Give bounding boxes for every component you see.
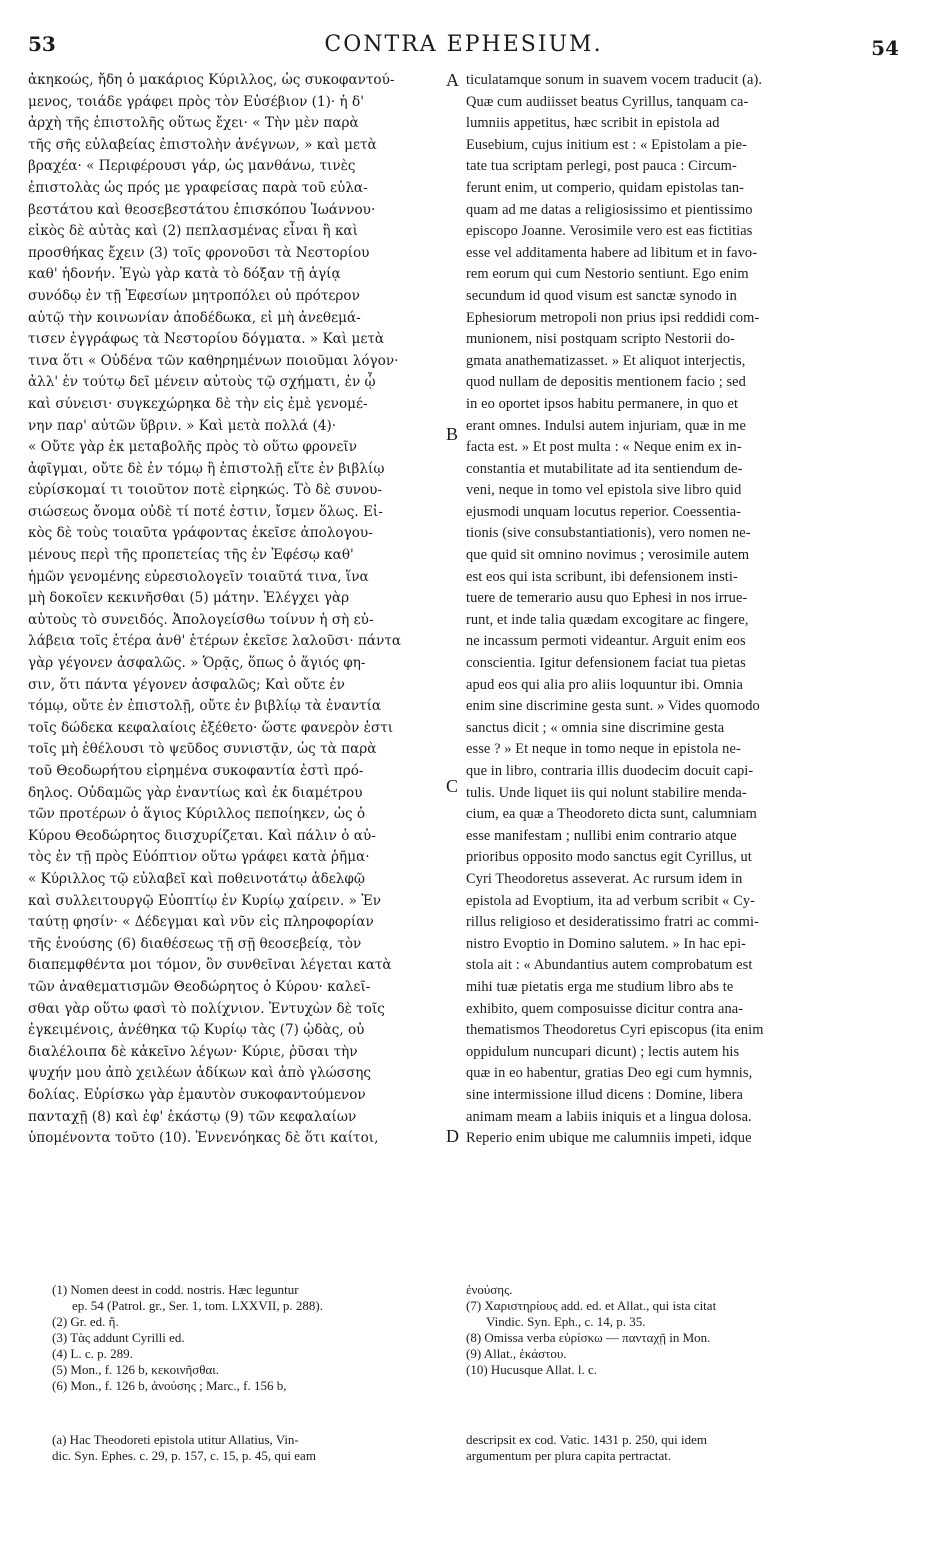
latin-text-line: erant omnes. Indulsi autem injuriam, quæ in me (466, 417, 746, 434)
latin-text-line: lumniis appetitus, hæc scribit in epistola ad (466, 115, 720, 132)
bottom-note-line: dic. Syn. Ephes. c. 29, p. 157, c. 15, p. 45, qui eam (52, 1448, 316, 1463)
latin-text-line: Quæ cum audiisset beatus Cyrillus, tanquam ca- (466, 93, 749, 110)
greek-text-line: συνόδῳ ἐν τῇ Ἐφεσίων μητροπόλει οὐ πρότερον (28, 287, 360, 304)
running-title: CONTRA EPHESIUM. (324, 32, 603, 57)
bottom-note-left (52, 1432, 442, 1464)
greek-text-line: ἐγκειμένοις, ἀνέθηκα τῷ Κυρίῳ τὰς (7) ᾠδὰς, οὐ (28, 1022, 365, 1039)
latin-text-line: prioribus opposito modo sanctus egit Cyrillus, ut (466, 849, 752, 866)
latin-text-column (466, 70, 896, 1150)
footnote-line: (3) Τὰς addunt Cyrilli ed. (52, 1330, 185, 1345)
greek-text-line: « Κύριλλος τῷ εὐλαβεῖ καὶ ποθεινοτάτῳ ἀδελφῷ (28, 870, 366, 887)
greek-text-line: δολίας. Εὑρίσκω γὰρ ἐμαυτὸν συκοφαντούμενον (28, 1086, 366, 1103)
footnotes-right (466, 1282, 896, 1378)
margin-marker-b: B (446, 424, 459, 444)
footnote-line: (4) L. c. p. 289. (52, 1346, 133, 1361)
greek-text-line: εὑρίσκομαί τι τοιοῦτον ποτὲ εἰρηκώς. Τὸ δὲ συνου- (28, 482, 383, 499)
footnote-line: (2) Gr. ed. ἤ. (52, 1314, 119, 1329)
latin-text-line: ne incassum permoti videantur. Arguit enim eos (466, 633, 746, 650)
latin-text-line: runt, et inde talia quædam excogitare ac fingere, (466, 611, 749, 628)
right-page-number: 54 (871, 36, 899, 60)
greek-text-line: ἀλλ' ἐν τούτῳ δεῖ μένειν αὐτοὺς τῷ σχήματι, ἐν ᾧ (28, 374, 376, 391)
margin-marker-c: C (446, 776, 459, 796)
latin-text-line: est eos qui ista scribunt, ibi defensionem insti- (466, 568, 738, 585)
latin-text-line: ferunt enim, ut comperio, quidam epistolas tan- (466, 179, 745, 196)
latin-text-line: esse manifestam ; nullibi enim contrario atque (466, 827, 737, 844)
greek-text-line: προσθήκας ἔχειν (3) τοῖς φρονοῦσι τὰ Νεστορίου (28, 244, 370, 261)
latin-text-line: exhibito, quem composuisse dicitur contra ana- (466, 1000, 744, 1017)
greek-text-line: καθ' ἡδονήν. Ἐγὼ γὰρ κατὰ τὸ δόξαν τῇ ἁγίᾳ (28, 266, 341, 283)
footnote-line: ep. 54 (Patrol. gr., Ser. 1, tom. LXXVII, p. 288). (72, 1298, 323, 1313)
greek-text-line: τοῖς μὴ ἐθέλουσι τὸ ψεῦδος συνιστᾷν, ὡς τὰ παρὰ (28, 741, 377, 758)
greek-text-line: λάβεια τοῖς ἐτέρα ἀνθ' ἑτέρων ἐκεῖσε λαλοῦσι· πάντα (28, 633, 402, 650)
greek-text-line: μένους περὶ τῆς προπετείας τῆς ἐν Ἐφέσῳ καθ' (28, 547, 354, 564)
latin-text-line: gmata anathematizasset. » Et aliquot interjectis, (466, 352, 746, 369)
page-header (28, 28, 899, 62)
footnote-line: Vindic. Syn. Eph., c. 14, p. 35. (486, 1314, 646, 1329)
greek-text-line: γὰρ γέγονεν ἀσφαλῶς. » Ὁρᾷς, ὅπως ὁ ἅγιός φη- (28, 655, 366, 672)
greek-text-line: τοῖς δώδεκα κεφαλαίοις ἐξέθετο· ὥστε φανερὸν ἐστι (28, 719, 394, 736)
greek-text-line: τῶν προτέρων ὁ ἅγιος Κύριλλος πεποίηκεν, ὡς ὁ (28, 806, 366, 823)
latin-text-line: sanctus dicit ; « omnia sine discrimine gesta (466, 719, 725, 736)
latin-text-line: facta est. » Et post multa : « Neque enim ex in- (466, 439, 742, 456)
latin-text-line: oppidulum nuncupari dicunt) ; lectis autem his (466, 1043, 740, 1060)
latin-text-line: Reperio enim ubique me calumniis impeti, idque (466, 1130, 752, 1147)
greek-text-line: σιν, ὅτι πάντα γέγονεν ἀσφαλῶς; Καὶ οὔτε ἐν (28, 676, 345, 693)
greek-text-line: τισεν ἐγγράφως τὰ Νεστορίου δόγματα. » Καὶ μετὰ (28, 331, 385, 348)
latin-text-line: rem eorum qui cum Nestorio sentiunt. Ego enim (466, 266, 749, 283)
greek-text-line: Κύρου Θεοδώρητος διισχυρίζεται. Καὶ πάλιν ὁ αὐ- (28, 827, 376, 844)
greek-text-line: τόμῳ, οὔτε ἐν ἐπιστολῇ, οὔτε ἐν βιβλίῳ τὰ ἐναντία (28, 698, 382, 715)
greek-text-line: τῆς ἑνούσης (6) διαθέσεως τῇ σῇ θεοσεβείᾳ, τὸν (28, 935, 362, 952)
latin-text-line: que in libro, contraria illis duodecim docuit capi- (466, 763, 754, 779)
greek-text-line: αὐτῷ τὴν κοινωνίαν ἀποδέδωκα, εἰ μὴ ἀνεθεμά- (28, 309, 361, 326)
latin-text-line: tionis (sive consubstantiationis), vero nomen ne- (466, 525, 751, 542)
greek-text-line: καὶ συλλειτουργῷ Εὐοπτίῳ ἐν Κυρίῳ χαίρειν. » Ἐν (28, 892, 382, 909)
greek-text-line: ψυχήν μου ἀπὸ χειλέων ἀδίκων καὶ ἀπὸ γλώσσης (28, 1065, 371, 1082)
latin-text-line: sine intermissione illud dicens : Domine, libera (466, 1086, 743, 1103)
footnote-line: (8) Omissa verba εὑρίσκω — πανταχῇ in Mon. (466, 1330, 711, 1345)
latin-text-line: cium, ea quæ a Theodoreto dicta sunt, calumniam (466, 806, 757, 823)
footnote-line: (10) Hucusque Allat. l. c. (466, 1362, 598, 1377)
latin-text-line: esse ? » Et neque in tomo neque in epistola ne- (466, 741, 741, 758)
greek-text-line: τοῦ Θεοδωρήτου εἰρημένα συκοφαντία ἐστὶ πρό- (28, 763, 364, 779)
greek-text-line: τῶν ἀναθεματισμῶν Θεοδώρητος ὁ Κύρου· καλεῖ- (28, 978, 371, 995)
footnotes-left (52, 1282, 442, 1394)
greek-text-line: τὸς ἐν τῇ πρὸς Εὐόπτιον οὕτω γράφει κατὰ ῥῆμα· (28, 849, 370, 866)
bottom-note-line: (a) Hac Theodoreti epistola utitur Allatius, Vin- (52, 1432, 299, 1447)
latin-text-line: quod nullam de depositis mentionem facio ; sed (466, 374, 746, 391)
greek-text-line: ἀκηκοώς, ἤδη ὁ μακάριος Κύριλλος, ὡς συκοφαντού- (28, 72, 395, 88)
greek-text-line: σθαι γὰρ οὕτω φασὶ τὸ πολίχνιον. Ἐντυχὼν δὲ τοῖς (28, 1000, 385, 1017)
greek-text-line: « Οὔτε γὰρ ἐκ μεταβολῆς πρὸς τὸ οὕτω φρονεῖν (28, 439, 358, 456)
latin-text-line: ticulatamque sonum in suavem vocem traducit (a). (466, 72, 763, 88)
greek-text-line: διαπεμφθέντα μοι τόμον, ὃν συνθεῖναι λέγεται κατὰ (28, 957, 392, 974)
greek-text-line: σιώσεως ὄνομα οὐδὲ τί ποτέ ἐστιν, ἴσμεν ὅλως. Εἰ- (28, 503, 383, 520)
greek-text-line: ἀφῖγμαι, οὔτε δὲ ἐν τόμῳ ἢ ἐπιστολῇ εἴτε ἐν βιβλίῳ (28, 460, 385, 477)
latin-text-line: enim sine discrimine gesta sunt. » Vides quomodo (466, 698, 760, 715)
latin-text-line: conscientia. Igitur defensionem faciat tua pietas (466, 655, 746, 672)
latin-text-line: tulis. Unde liquet iis qui nolunt stabilire menda- (466, 784, 747, 801)
greek-text-line: ταύτῃ φησίν· « Δέδεγμαι καὶ νῦν εἰς πληροφορίαν (28, 914, 374, 931)
latin-text-line: Cyri Theodoretus asseverat. Ac rursum idem in (466, 870, 743, 887)
latin-text-line: esse vel additamenta habere ad libitum et in favo- (466, 244, 758, 261)
latin-text-line: munionem, nisi postquam scripto Nestorii do- (466, 331, 736, 348)
greek-text-line: ὑπομένοντα τοῦτο (10). Ἐννενόηκας δὲ ὅτι καίτοι, (28, 1130, 379, 1147)
greek-text-line: δηλος. Οὐδαμῶς γὰρ ἐναντίως καὶ ἐκ διαμέτρου (28, 784, 363, 801)
greek-text-line: ἐπιστολὰς ὡς πρός με γραφείσας παρὰ τοῦ εὐλα- (28, 179, 368, 196)
bottom-note-line: argumentum per plura capita pertractat. (466, 1448, 672, 1463)
greek-text-line: αὐτοὺς τὸ συνειδός. Ἀπολογείσθω τοίνυν ἡ σὴ εὐ- (28, 611, 374, 628)
greek-text-line: τινα ὅτι « Οὐδένα τῶν καθηρημένων ποιοῦμαι λόγον· (28, 352, 399, 369)
greek-text-line: νην παρ' αὐτῶν ὕβριν. » Καὶ μετὰ πολλά (4)· (28, 417, 337, 434)
latin-text-line: animam meam a labiis iniquis et a lingua dolosa. (466, 1108, 752, 1125)
greek-text-line: βραχέα· « Περιφέρουσι γάρ, ὡς μανθάνω, τινὲς (28, 158, 356, 175)
footnote-line: (5) Mon., f. 126 b, κεκοινῆσθαι. (52, 1362, 220, 1377)
latin-text-line: que quid sit omnino novimus ; verosimile autem (466, 547, 750, 564)
greek-text-line: διαλέλοιπα δὲ κἀκεῖνο λέγων· Κύριε, ῥῦσαι τὴν (28, 1043, 358, 1060)
latin-text-line: Ephesiorum metropoli non prius ipsi reddidi com- (466, 309, 760, 326)
latin-text-line: ejusmodi unquam locutus reperior. Coessentia- (466, 503, 742, 520)
footnote-line: (9) Allat., ἑκάστου. (466, 1346, 567, 1361)
latin-text-line: stola ait : « Abundantius autem comprobatum est (466, 957, 753, 974)
greek-text-line: βεστάτου καὶ θεοσεβεστάτου ἐπισκόπου Ἰωάννου· (28, 201, 376, 218)
latin-text-line: secundum id quod visum est sanctæ synodo in (466, 287, 737, 304)
latin-text-line: veni, neque in tomo vel epistola sive libro quid (466, 482, 742, 499)
greek-text-line: εἰκὸς δὲ αὐτὰς καὶ (2) πεπλασμένας εἶναι ἢ καὶ (28, 223, 358, 240)
footnote-line: (1) Nomen deest in codd. nostris. Hæc leguntur (52, 1282, 299, 1297)
latin-text-line: apud eos qui alia pro aliis loquuntur ibi. Omnia (466, 676, 743, 693)
latin-text-line: nistro Evoptio in Domino salutem. » In hac epi- (466, 935, 747, 952)
latin-text-line: in eo oportet ipsos habitu permanere, in quo et (466, 395, 739, 412)
latin-text-line: quam ad me datas a religiosissimo et pientissimo (466, 201, 753, 218)
latin-text-line: episcopo Joanne. Verosimile vero est eas fictitias (466, 223, 753, 240)
footnote-line: (7) Χαριστηρίους add. ed. et Allat., qui ista citat (466, 1298, 717, 1313)
greek-text-line: μενος, τοιάδε γράφει πρὸς τὸν Εὐσέβιον (1)· ἡ δ' (28, 93, 364, 110)
left-page-number: 53 (28, 32, 56, 56)
greek-text-line: τῆς σῆς εὐλαβείας ἐπιστολὴν ἀνέγνων, » καὶ μετὰ (28, 136, 377, 153)
bottom-note-line: descripsit ex cod. Vatic. 1431 p. 250, qui idem (466, 1432, 707, 1447)
latin-text-line: Eusebium, cujus initium est : « Epistolam a pie- (466, 136, 747, 153)
greek-text-line: κὸς δὲ τοὺς τοιαῦτα γράφοντας ἐκεῖσε ἀπολογου- (28, 525, 373, 542)
greek-text-line: καὶ σύνεισι· συγκεχώρηκα δὲ τὴν εἰς ἐμὲ γενομέ- (28, 395, 368, 412)
margin-marker-d: D (446, 1126, 459, 1146)
bottom-note-right (466, 1432, 896, 1464)
latin-text-line: thematismos Theodoretus Cyri episcopus (ita enim (466, 1022, 764, 1039)
footnote-line: ἐνούσης. (466, 1282, 513, 1297)
margin-marker-a: A (446, 70, 459, 90)
latin-text-line: tuere de temerario ausu quo Ephesi in nos irrue- (466, 590, 748, 607)
greek-text-line: ἡμῶν γενομένης εὑρεσιολογεῖν τοιαῦτά τινα, ἵνα (28, 568, 369, 585)
latin-text-line: rillus religioso et desideratissimo fratri ac commi- (466, 914, 759, 931)
greek-text-line: μὴ δοκοῖεν κεκινῆσθαι (5) μάτην. Ἐλέγχει γὰρ (28, 590, 350, 607)
greek-text-line: ἀρχὴ τῆς ἐπιστολῆς οὕτως ἔχει· « Τὴν μὲν παρὰ (28, 115, 359, 132)
latin-text-line: constantia et mutabilitate ad ita sentiendum de- (466, 460, 743, 477)
greek-text-line: πανταχῇ (8) καὶ ἐφ' ἑκάστῳ (9) τῶν κεφαλαίων (28, 1108, 357, 1125)
latin-text-line: epistola ad Evoptium, ita ad verbum scribit « Cy- (466, 892, 756, 909)
latin-text-line: quæ in eo habentur, gratias Deo egi cum hymnis, (466, 1065, 753, 1082)
footnote-line: (6) Mon., f. 126 b, ἀνούσης ; Marc., f. 156 b, (52, 1378, 287, 1393)
latin-text-line: tate tua scriptam perlegi, post pauca : Circum- (466, 158, 737, 175)
latin-text-line: mihi tuæ pietatis erga me studium libro abs te (466, 978, 734, 995)
greek-text-column (28, 70, 446, 1150)
